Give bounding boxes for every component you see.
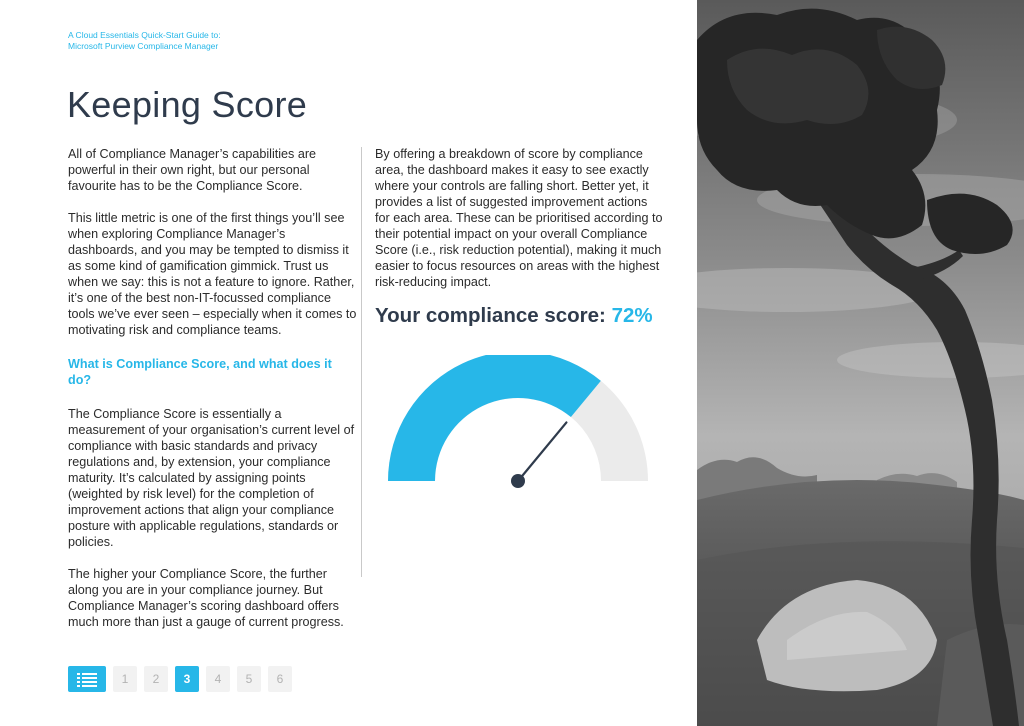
- paragraph-breakdown: By offering a breakdown of score by compliance area, the dashboard makes it easy to see exactly where your controls are falling short. Better yet, it provides a list of suggested improvement actions for each area. These can be prioritised according to their potential impact on your overall Compliance Score (i.e., risk reduction potential), making it much easier to focus resources on areas with the highest risk-reducing impact.: [375, 147, 663, 289]
- paragraph-intro: All of Compliance Manager’s capabilities are powerful in their own right, but our personal favourite has to be the Compliance Score.: [68, 147, 317, 193]
- tree-photo: [697, 0, 1024, 726]
- compliance-score-heading: [375, 304, 653, 328]
- paragraph-journey: The higher your Compliance Score, the further along you are in your compliance journey. But Compliance Manager’s scoring dashboard offers much more than just a gauge of current progress.: [68, 567, 344, 629]
- page-button-4[interactable]: 4: [206, 666, 230, 692]
- gauge-hub: [511, 474, 525, 488]
- page-button-6[interactable]: 6: [268, 666, 292, 692]
- page-button-2[interactable]: 2: [144, 666, 168, 692]
- header-line-1: A Cloud Essentials Quick-Start Guide to:: [68, 30, 221, 40]
- paragraph-definition: The Compliance Score is essentially a measurement of your organisation’s current level of compliance with basic standards and privacy regulations and, by extension, your compliance maturity. It’s calculated by assigning points (weighted by risk level) for the completion of improvement actions that align your compliance posture with applicable regulations, standards or policies.: [68, 407, 355, 549]
- column-divider: [361, 147, 362, 577]
- list-menu-icon: [68, 666, 106, 692]
- text-column-right: [375, 146, 665, 290]
- page-button-5[interactable]: 5: [237, 666, 261, 692]
- score-value: 72%: [611, 304, 653, 327]
- compliance-gauge: [380, 355, 656, 495]
- header-line-2: Microsoft Purview Compliance Manager: [68, 41, 219, 51]
- page-button-1[interactable]: 1: [113, 666, 137, 692]
- page-title: Keeping Score: [67, 84, 308, 125]
- section-subheading: What is Compliance Score, and what does it do?: [68, 357, 332, 387]
- gauge-fill: [388, 355, 601, 481]
- tree-photo-image: [697, 0, 1024, 726]
- text-column-left: [68, 146, 358, 646]
- page-button-3-current[interactable]: 3: [175, 666, 199, 692]
- paragraph-metric: This little metric is one of the first things you’ll see when exploring Compliance Manager’s dashboards, and you may be tempted to dismiss it as some kind of gamification gimmick. Trust us when we say: this is not a feature to ignore. Rather, it’s one of the best non-IT-focussed compliance tools we’ve ever seen – especially when it comes to motivating risk and compliance teams.: [68, 211, 357, 337]
- gauge-needle: [518, 422, 566, 481]
- pagination: [68, 666, 292, 692]
- menu-button[interactable]: [68, 666, 106, 692]
- score-label: Your compliance score:: [375, 304, 606, 327]
- guide-header: [68, 30, 221, 52]
